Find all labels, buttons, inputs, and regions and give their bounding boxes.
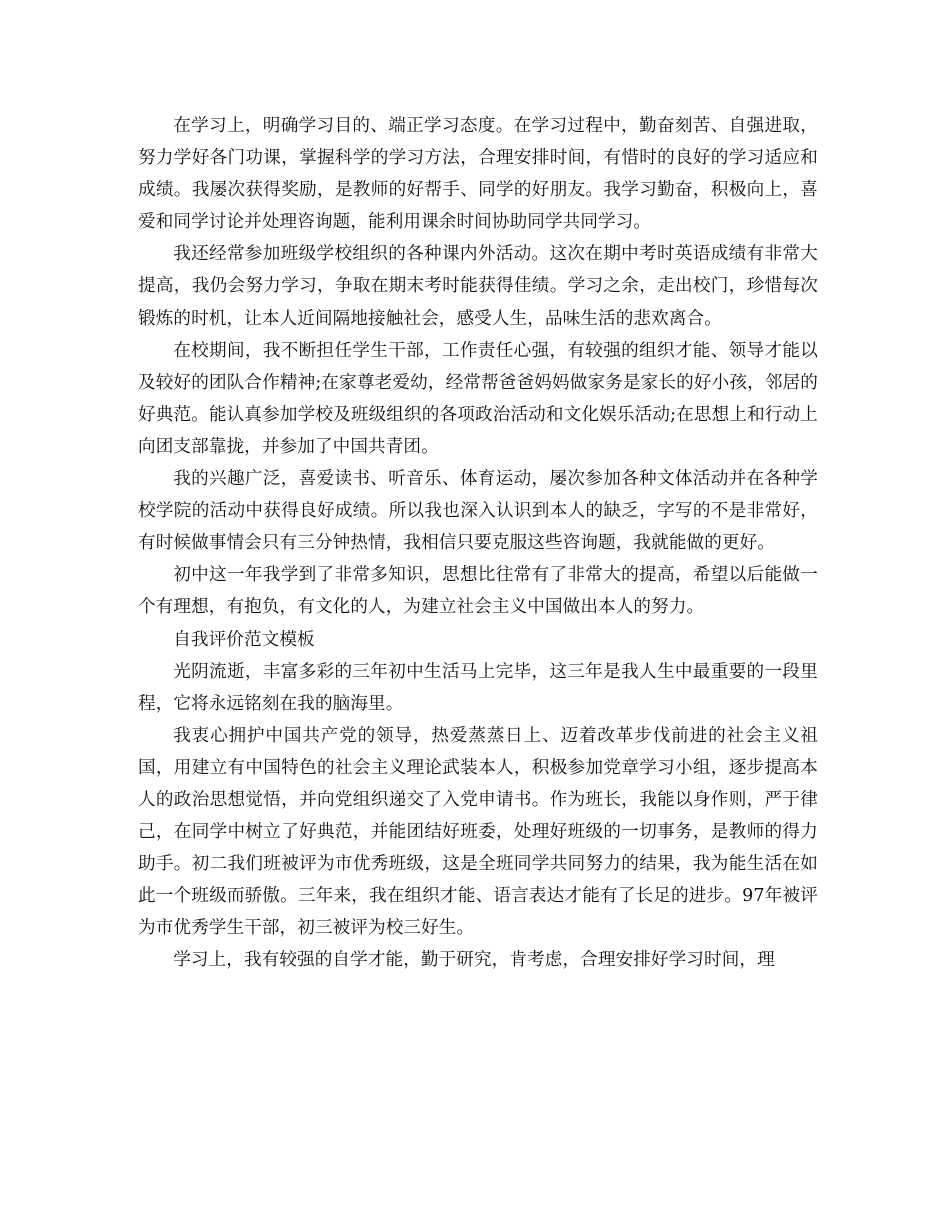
paragraph-activities: 我还经常参加班级学校组织的各种课内外活动。这次在期中考时英语成绩有非常大提高，我仍会努力学习，争取在期末考时能获得佳绩。学习之余，走出校门，珍惜每次锻炼的时机，让本人近间隔地接触社会，感受人生，品味生活的悲欢离合。 xyxy=(138,244,818,329)
paragraph-year-summary: 初中这一年我学到了非常多知识，思想比往常有了非常大的提高，希望以后能做一个有理想，有抱负，有文化的人，为建立社会主义中国做出本人的努力。 xyxy=(138,565,818,618)
paragraph-study-attitude: 在学习上，明确学习目的、端正学习态度。在学习过程中，勤奋刻苦、自强进取，努力学好各门功课，掌握科学的学习方法，合理安排时间，有惜时的良好的学习适应和成绩。我屡次获得奖励，是教师的好帮手、同学的好朋友。我学习勤奋，积极向上，喜爱和同学讨论并处理咨询题，能利用课余时间协助同学共同学习。 xyxy=(138,116,818,233)
document-body xyxy=(138,110,818,977)
paragraph-study-ability: 学习上，我有较强的自学才能，勤于研究，肯考虑，合理安排好学习时间，理 xyxy=(173,950,775,971)
section-heading: 自我评价范文模板 xyxy=(173,629,315,650)
paragraph-student-cadre: 在校期间，我不断担任学生干部，工作责任心强，有较强的组织才能、领导才能以及较好的团队合作精神;在家尊老爱幼，经常帮爸爸妈妈做家务是家长的好小孩，邻居的好典范。能认真参加学校及班级组织的各项政治活动和文化娱乐活动;在思想上和行动上向团支部靠拢，并参加了中国共青团。 xyxy=(138,340,818,457)
paragraph-time-passing: 光阴流逝，丰富多彩的三年初中生活马上完毕，这三年是我人生中最重要的一段里程，它将永远铭刻在我的脑海里。 xyxy=(138,661,818,714)
paragraph-interests: 我的兴趣广泛，喜爱读书、听音乐、体育运动，屡次参加各种文体活动并在各种学校学院的活动中获得良好成绩。所以我也深入认识到本人的缺乏，字写的不是非常好，有时候做事情会只有三分钟热情，我相信只要克服这些咨询题，我就能做的更好。 xyxy=(138,469,818,554)
paragraph-political: 我衷心拥护中国共产党的领导，热爱蒸蒸日上、迈着改革步伐前进的社会主义祖国，用建立有中国特色的社会主义理论武装本人，积极参加党章学习小组，逐步提高本人的政治思想觉悟，并向党组织递交了入党申请书。作为班长，我能以身作则，严于律己，在同学中树立了好典范，并能团结好班委，处理好班级的一切事务，是教师的得力助手。初二我们班被评为市优秀班级，这是全班同学共同努力的结果，我为能生活在如此一个班级而骄傲。三年来，我在组织才能、语言表达才能有了长足的进步。97年被评为市优秀学生干部，初三被评为校三好生。 xyxy=(138,725,818,939)
